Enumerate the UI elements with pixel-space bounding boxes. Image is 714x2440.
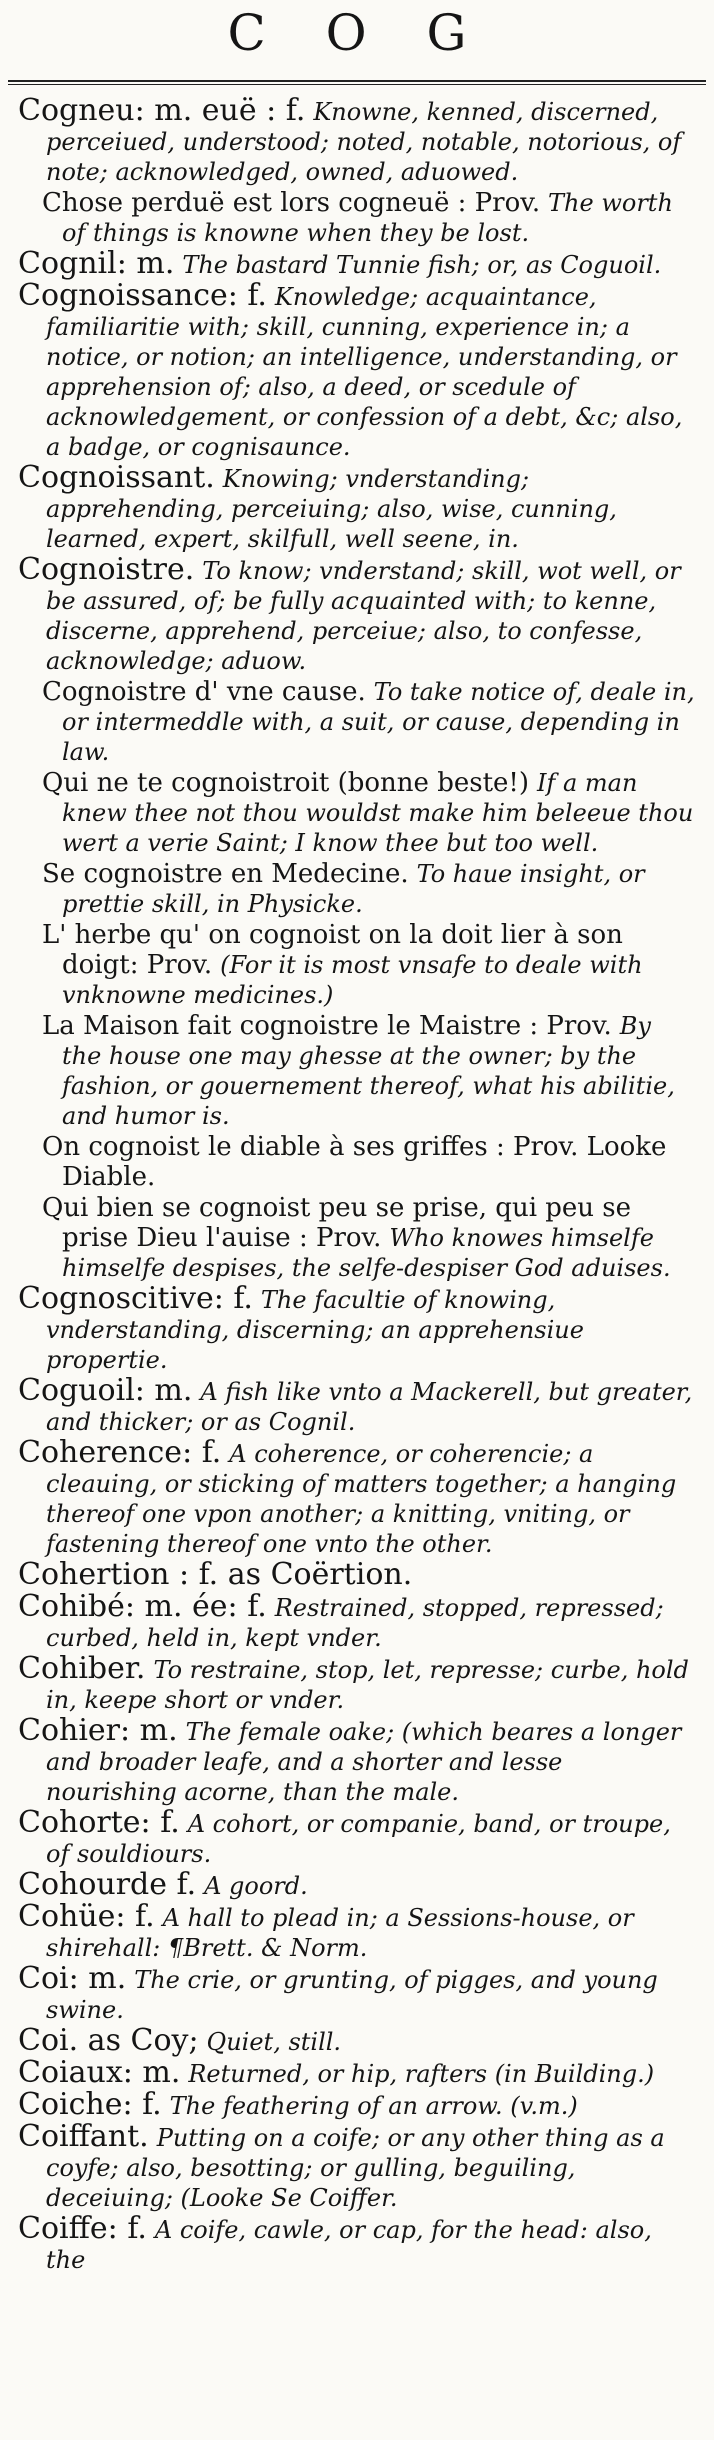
entry-definition: The facultie of knowing, vnderstanding, discerning; an apprehensiue propertie. (46, 1286, 584, 1374)
dictionary-entry (18, 1589, 696, 1653)
entry-definition: The female oake; (which beares a longer and broader leafe, and a shorter and lesse nourishing acorne, than the male. (46, 1718, 682, 1806)
entry-definition: The bastard Tunnie fish; or, as Coguoil. (182, 251, 662, 279)
entry-definition: A coife, cawle, or cap, for the head: also, the (46, 2216, 652, 2274)
entry-headword: Coiffe: f. (18, 2211, 147, 2246)
entry-headword: La Maison fait cognoistre le Maistre : Prov. (42, 1011, 612, 1041)
entry-headword: Cohiber. (18, 1651, 146, 1686)
dictionary-entry (18, 2023, 696, 2058)
entry-definition: A cohort, or companie, band, or troupe, of souldiours. (46, 1810, 671, 1868)
entry-definition: Returned, or hip, rafters (in Building.) (188, 2060, 655, 2088)
entry-headword: Cohüe: f. (18, 1899, 155, 1934)
entry-definition: By the house one may ghesse at the owner; by the fashion, or gouernement thereof, what his abilitie, and humor is. (62, 1012, 675, 1130)
entry-headword: Cognoistre. (18, 552, 195, 587)
dictionary-entry (18, 2055, 696, 2090)
entry-definition: Putting on a coife; or any other thing as a coyfe; also, besotting; or gulling, beguiling, deceiuing; (Looke Se Coiffer. (46, 2124, 665, 2212)
entry-definition: Knowne, kenned, discerned, perceiued, understood; noted, notable, notorious, of note; acknowledged, owned, aduowed. (46, 98, 682, 186)
entry-definition: Who knowes himselfe himselfe despises, the selfe-despiser God aduises. (62, 1224, 671, 1282)
entry-headword: L' herbe qu' on cognoist on la doit lier à son doigt: Prov. (42, 920, 623, 980)
dictionary-entry (18, 246, 696, 281)
entry-definition: To take notice of, deale in, or intermeddle with, a suit, or cause, depending in law. (62, 678, 695, 766)
dictionary-entry (18, 460, 696, 554)
entry-headword: Cohier: m. (18, 1713, 178, 1748)
entry-definition: The feathering of an arrow. (v.m.) (169, 2092, 578, 2120)
dictionary-entry (18, 859, 696, 919)
dictionary-entry (18, 1011, 696, 1131)
dictionary-entry (18, 1435, 696, 1559)
entry-headword: Cognoscitive: f. (18, 1281, 253, 1316)
dictionary-entry (18, 1713, 696, 1807)
dictionary-entry (18, 93, 696, 187)
entry-definition: A coherence, or coherencie; a cleauing, or sticking of matters together; a hanging thereof one vpon another; a knitting, vniting, or fastening thereof one vnto the other. (46, 1440, 677, 1558)
dictionary-entry (18, 1899, 696, 1963)
entry-headword: Cohourde f. (18, 1867, 197, 1902)
entry-headword: Coiffant. (18, 2119, 149, 2154)
entry-definition: A goord. (204, 1872, 308, 1900)
dictionary-entry (18, 1961, 696, 2025)
dictionary-entry (18, 2119, 696, 2213)
entry-definition: The worth of things is knowne when they be lost. (62, 189, 673, 247)
entry-definition: A fish like vnto a Mackerell, but greater, and thicker; or as Cognil. (46, 1378, 693, 1436)
entry-headword: Cohertion : f. as Coërtion. (18, 1557, 413, 1592)
entry-headword: Coi. as Coy; (18, 2023, 199, 2058)
dictionary-entry (18, 1867, 696, 1902)
dictionary-entry (18, 1805, 696, 1869)
dictionary-entry (18, 920, 696, 1010)
dictionary-entry (18, 768, 696, 858)
dictionary-entry (18, 1193, 696, 1283)
entry-headword: Cognil: m. (18, 246, 175, 281)
entry-headword: Coguoil: m. (18, 1373, 193, 1408)
entry-headword: Cogneu: m. euë : f. (18, 93, 306, 128)
entry-headword: Qui ne te cognoistroit (bonne beste!) (42, 768, 529, 798)
entry-definition: Quiet, still. (206, 2028, 342, 2056)
dictionary-entry (18, 188, 696, 248)
entry-definition: Knowledge; acquaintance, familiaritie with; skill, cunning, experience in; a notice, or notion; an intelligence, understanding, or apprehension of; also, a deed, or scedule of acknowledgement, or confession of a debt, &c; also, a badge, or cognisaunce. (46, 283, 683, 461)
entry-definition: If a man knew thee not thou wouldst make him beleeue thou wert a verie Saint; I know thee but too well. (62, 769, 694, 857)
header-rule-thin (8, 84, 706, 85)
entries-column (18, 93, 696, 2276)
entry-headword: Cohorte: f. (18, 1805, 180, 1840)
dictionary-entry (18, 677, 696, 767)
entry-headword: Cognoissant. (18, 460, 215, 495)
entry-headword: Coi: m. (18, 1961, 127, 1996)
entry-definition: The crie, or grunting, of pigges, and young swine. (46, 1966, 658, 2024)
dictionary-entry (18, 552, 696, 676)
page-header: C O G (227, 4, 489, 62)
entry-headword: Se cognoistre en Medecine. (42, 859, 409, 889)
entry-headword: Cognoistre d' vne cause. (42, 677, 366, 707)
entry-definition: Knowing; vnderstanding; apprehending, perceiuing; also, wise, cunning, learned, expert, skilfull, well seene, in. (46, 465, 617, 553)
entry-headword: Coiche: f. (18, 2087, 162, 2122)
dictionary-entry (18, 278, 696, 462)
dictionary-entry (18, 1651, 696, 1715)
entry-headword: On cognoist le diable à ses griffes : Prov. Looke Diable. (42, 1132, 667, 1192)
entry-definition: To haue insight, or prettie skill, in Physicke. (62, 860, 645, 918)
header-rule (8, 80, 706, 82)
entry-headword: Coherence: f. (18, 1435, 222, 1470)
dictionary-entry (18, 2087, 696, 2122)
dictionary-entry (18, 2211, 696, 2275)
dictionary-entry (18, 1373, 696, 1437)
dictionary-entry (18, 1132, 696, 1192)
entry-definition: To restraine, stop, let, represse; curbe, hold in, keepe short or vnder. (46, 1656, 689, 1714)
entry-headword: Coiaux: m. (18, 2055, 181, 2090)
entry-headword: Cohibé: m. ée: f. (18, 1589, 267, 1624)
entry-definition: (For it is most vnsafe to deale with vnknowne medicines.) (62, 951, 643, 1009)
dictionary-entry (18, 1281, 696, 1375)
entry-definition: To know; vnderstand; skill, wot well, or be assured, of; be fully acquainted with; to kenne, discerne, apprehend, perceiue; also, to confesse, acknowledge; aduow. (46, 557, 681, 675)
entry-headword: Cognoissance: f. (18, 278, 267, 313)
entry-headword: Chose perduë est lors cogneuë : Prov. (42, 188, 541, 218)
entry-definition: A hall to plead in; a Sessions-house, or shirehall: ¶Brett. & Norm. (46, 1904, 634, 1962)
dictionary-entry (18, 1557, 696, 1592)
entry-definition: Restrained, stopped, repressed; curbed, held in, kept vnder. (46, 1594, 664, 1652)
entry-headword: Qui bien se cognoist peu se prise, qui peu se prise Dieu l'auise : Prov. (42, 1193, 632, 1253)
